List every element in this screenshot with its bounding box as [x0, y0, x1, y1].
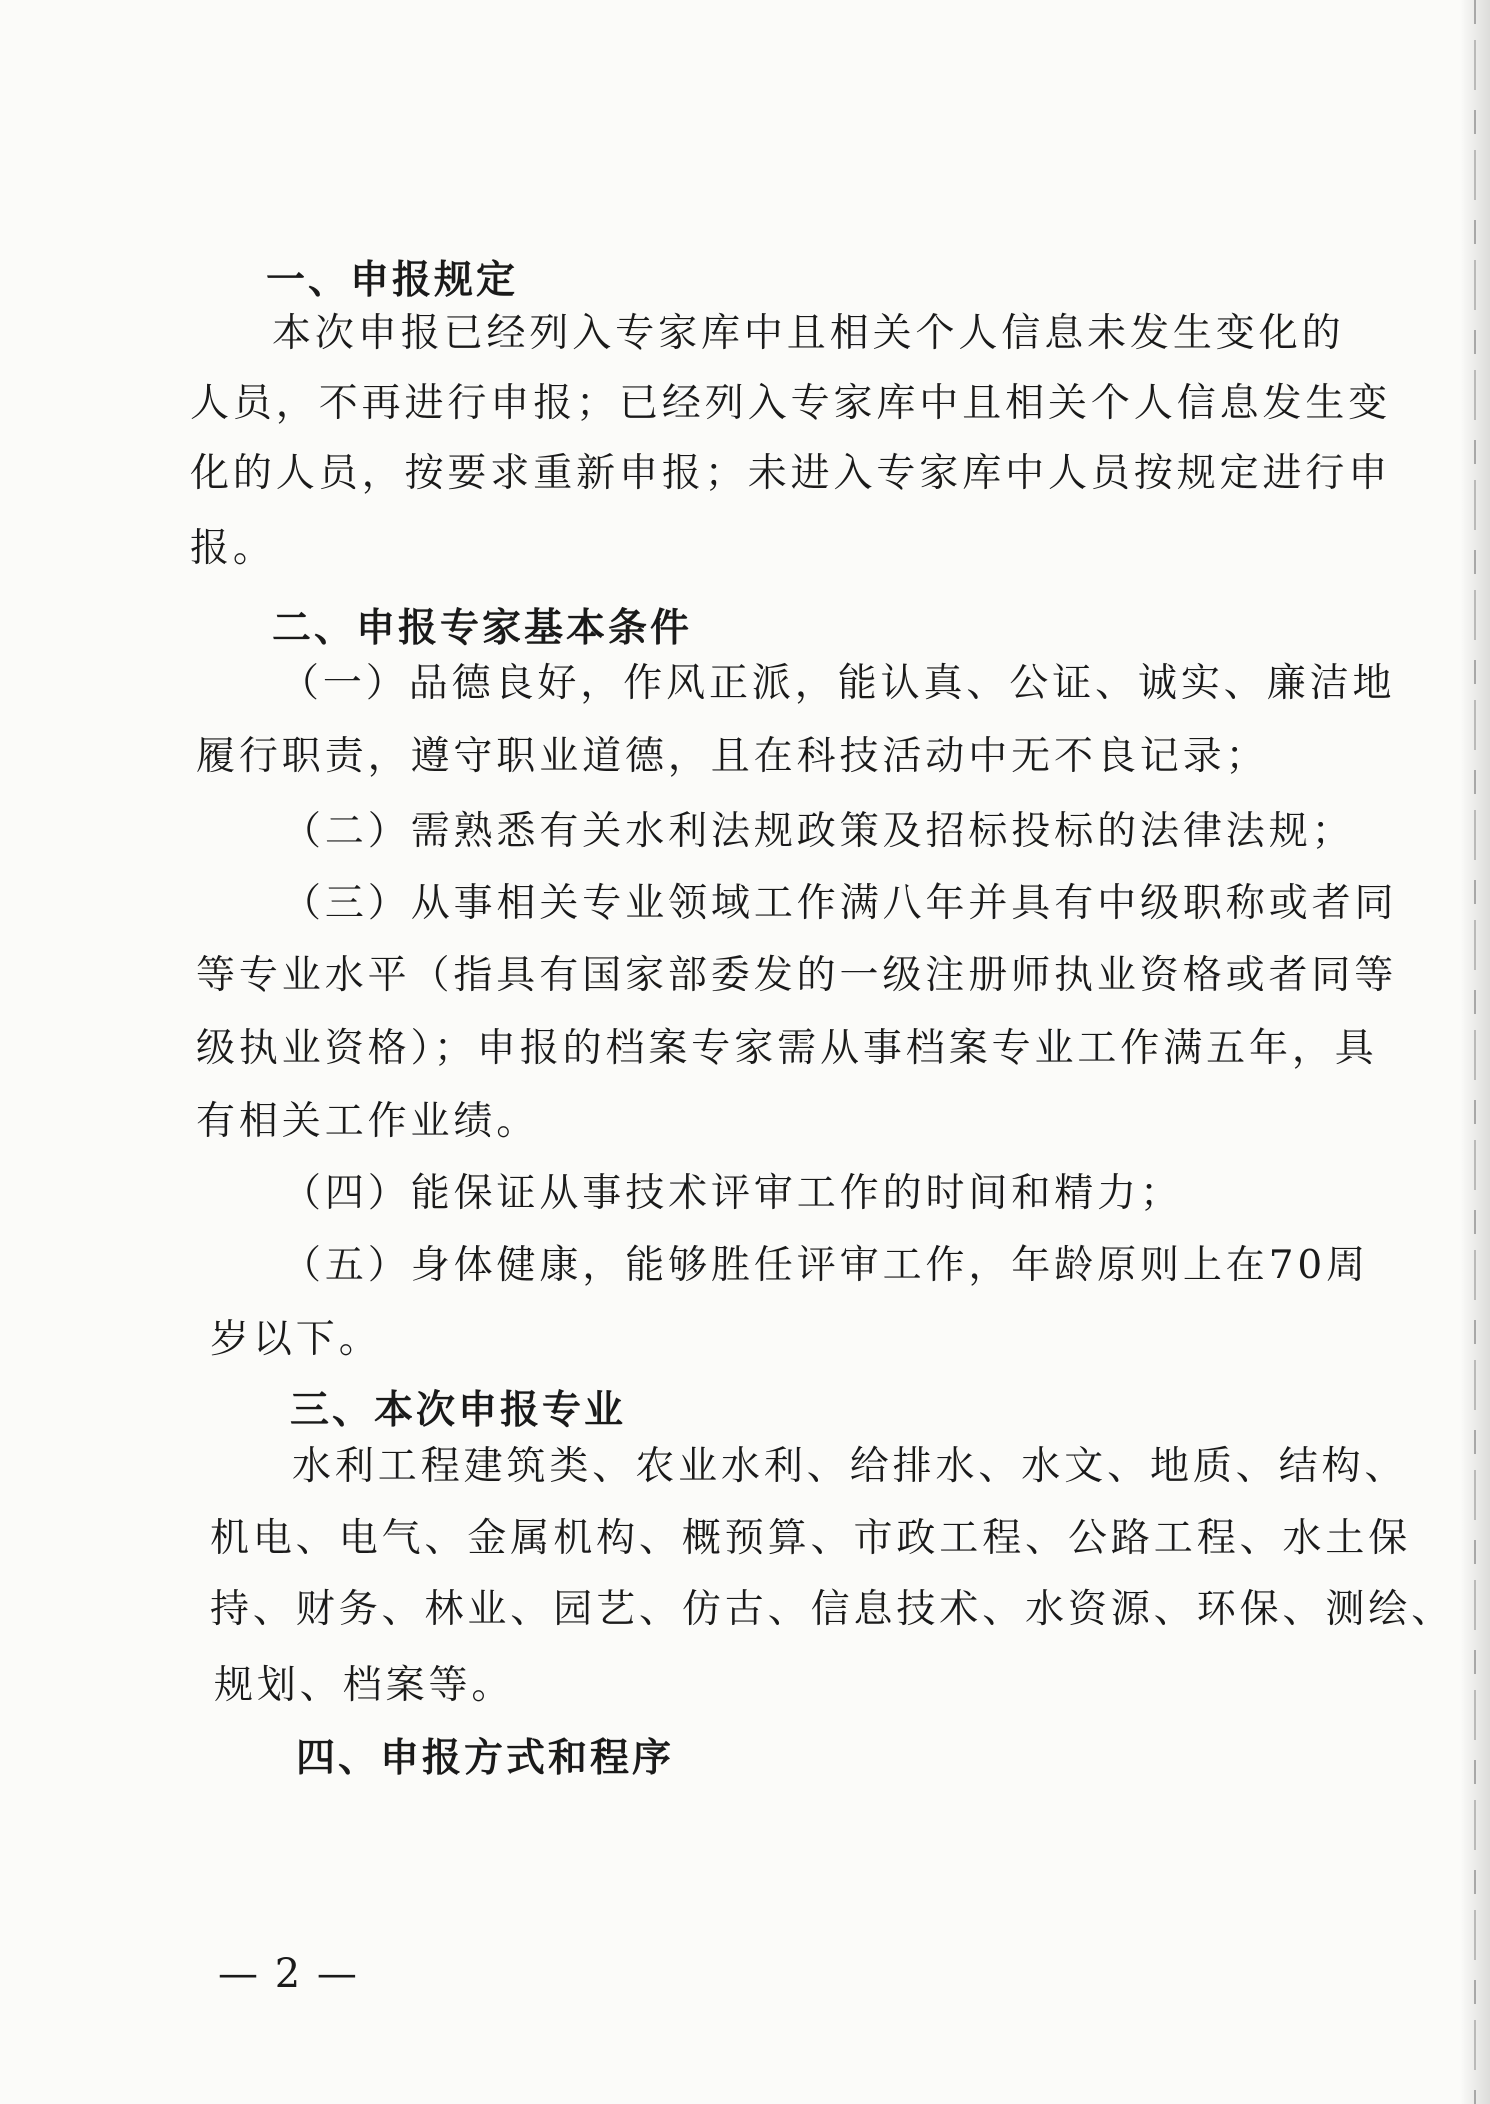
paragraph-line: 有相关工作业绩。 [196, 1099, 540, 1144]
paragraph-line: 等专业水平（指具有国家部委发的一级注册师执业资格或者同等 [196, 953, 1398, 998]
paragraph-line: 履行职责，遵守职业道德，且在科技活动中无不良记录； [196, 734, 1269, 779]
paragraph-line: 人员，不再进行申报；已经列入专家库中且相关个人信息发生变 [190, 381, 1392, 426]
paragraph-line: 水利工程建筑类、农业水利、给排水、水文、地质、结构、 [292, 1444, 1408, 1489]
paragraph-line: （一）品德良好，作风正派，能认真、公证、诚实、廉洁地 [280, 661, 1396, 706]
paragraph-line: （二）需熟悉有关水利法规政策及招标投标的法律法规； [282, 809, 1355, 854]
paragraph-line: 本次申报已经列入专家库中且相关个人信息未发生变化的 [272, 311, 1345, 356]
section-heading: 一、申报规定 [266, 258, 519, 303]
section-heading: 三、本次申报专业 [290, 1388, 627, 1433]
paragraph-line: （四）能保证从事技术评审工作的时间和精力； [282, 1171, 1183, 1216]
paragraph-line: 化的人员，按要求重新申报；未进入专家库中人员按规定进行申 [190, 451, 1392, 496]
paragraph-line: （五）身体健康，能够胜任评审工作，年龄原则上在70周 [282, 1243, 1370, 1288]
section-heading: 四、申报方式和程序 [296, 1736, 675, 1781]
paragraph-line: 级执业资格）；申报的档案专家需从事档案专业工作满五年，具 [196, 1026, 1378, 1071]
paragraph-line: 机电、电气、金属机构、概预算、市政工程、公路工程、水土保 [210, 1516, 1412, 1561]
page-number: — 2 — [218, 1951, 359, 1997]
paragraph-line: 规划、档案等。 [214, 1663, 515, 1708]
paragraph-line: 岁以下。 [210, 1317, 382, 1362]
section-heading: 二、申报专家基本条件 [272, 606, 693, 651]
scan-edge-line [1474, 0, 1476, 2104]
paragraph-line: 持、财务、林业、园艺、仿古、信息技术、水资源、环保、测绘、 [210, 1587, 1455, 1632]
paragraph-line: （三）从事相关专业领域工作满八年并具有中级职称或者同 [282, 881, 1398, 926]
paragraph-line: 报。 [190, 526, 276, 571]
